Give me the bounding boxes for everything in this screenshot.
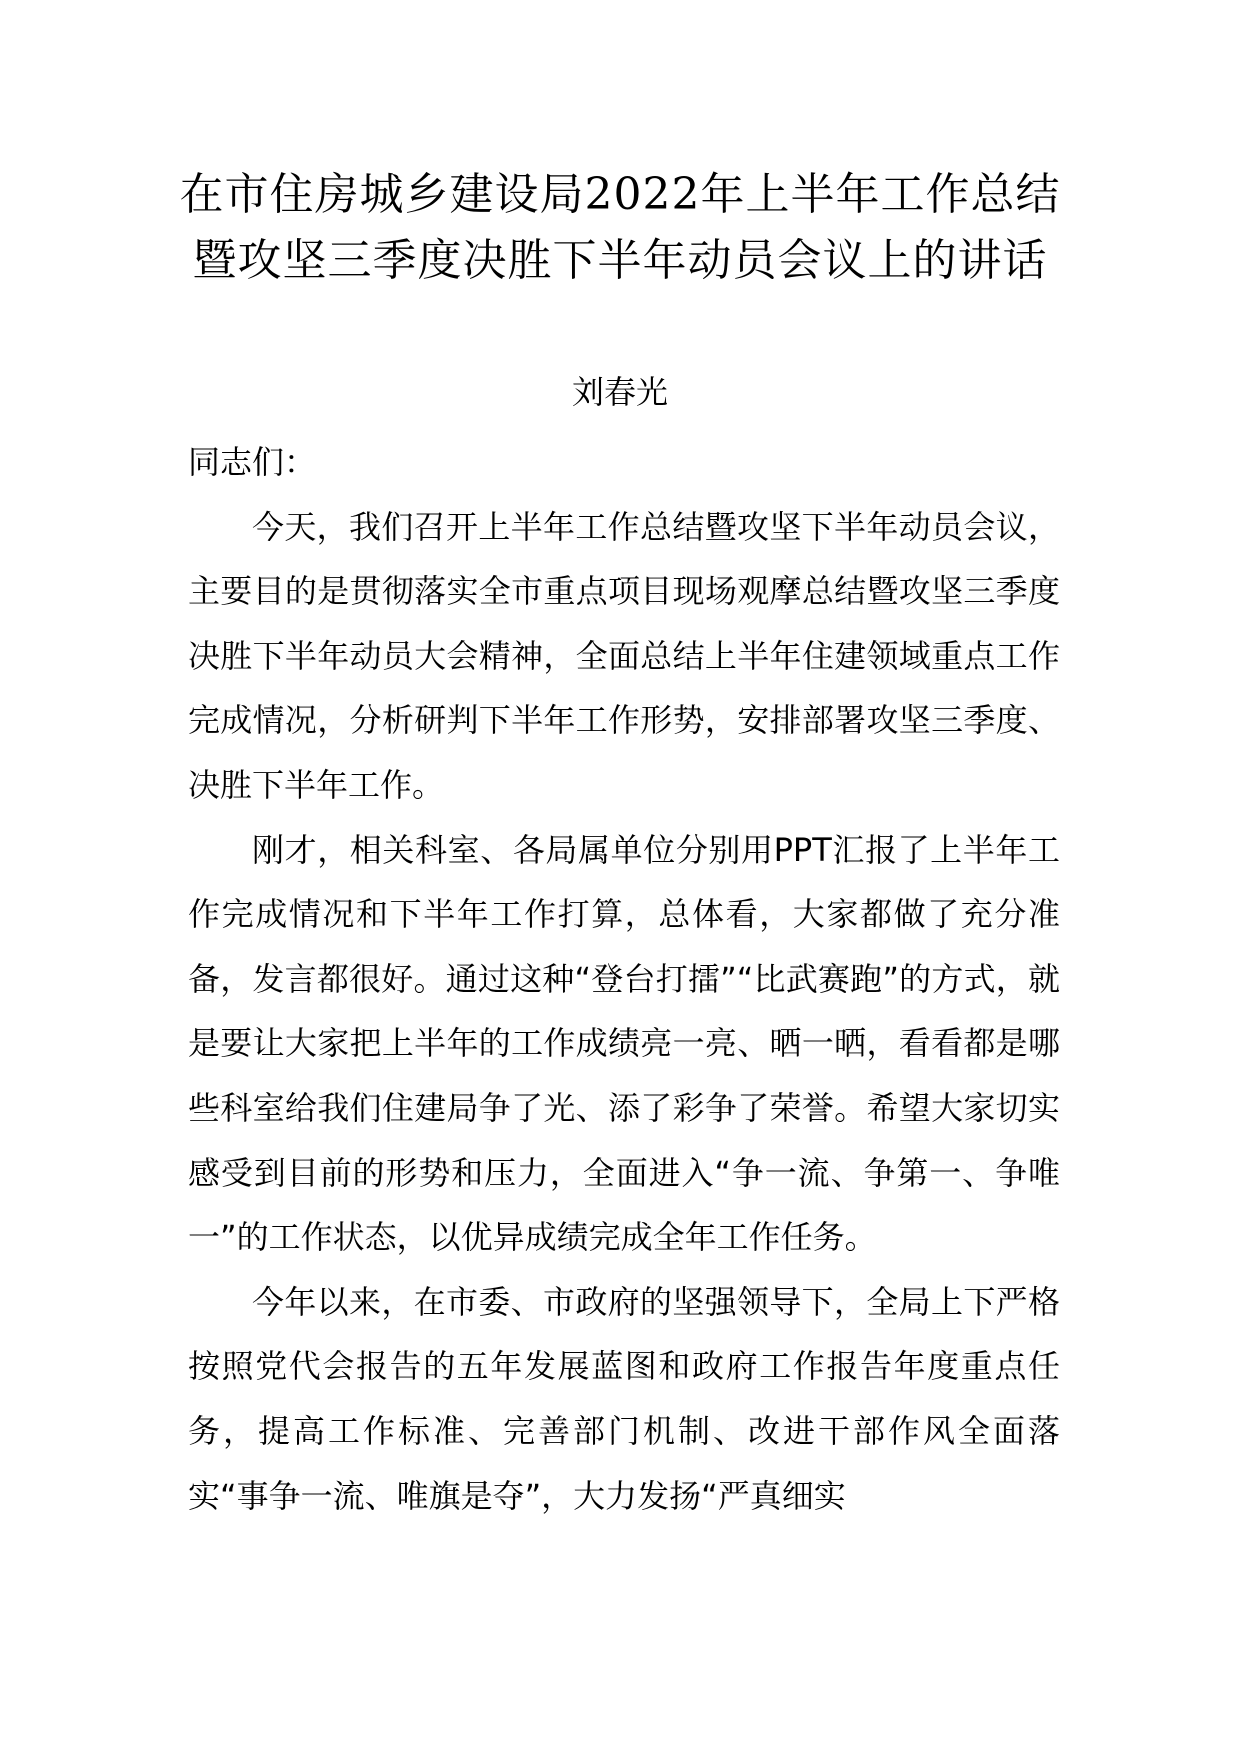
salutation: 同志们：: [188, 443, 317, 481]
paragraph-3: 今年以来，在市委、市政府的坚强领导下，全局上下严格按照党代会报告的五年发展蓝图和政府工作报告年度重点任务，提高工作标准、完善部门机制、改进干部作风全面落实“事争一流、唯旗是夺”，大力发扬“严真细实: [188, 1282, 1060, 1515]
paragraph-1: 今天，我们召开上半年工作总结暨攻坚下半年动员会议，主要目的是贯彻落实全市重点项目现场观摩总结暨攻坚三季度决胜下半年动员大会精神，全面总结上半年住建领域重点工作完成情况，分析研判下半年工作形势，安排部署攻坚三季度、决胜下半年工作。: [188, 507, 1060, 804]
document-title: 在市住房城乡建设局2022年上半年工作总结暨攻坚三季度决胜下半年动员会议上的讲话: [179, 169, 1061, 286]
paragraph-2: 刚才，相关科室、各局属单位分别用PPT汇报了上半年工作完成情况和下半年工作打算，总体看，大家都做了充分准备，发言都很好。通过这种“登台打擂”“比武赛跑”的方式，就是要让大家把上半年的工作成绩亮一亮、晒一晒，看看都是哪些科室给我们住建局争了光、添了彩争了荣誉。希望大家切实感受到目前的形势和压力，全面进入“争一流、争第一、争唯一”的工作状态，以优异成绩完成全年工作任务。: [188, 830, 1060, 1257]
author-name: 刘春光: [571, 373, 668, 411]
document-body: [188, 430, 1060, 1528]
